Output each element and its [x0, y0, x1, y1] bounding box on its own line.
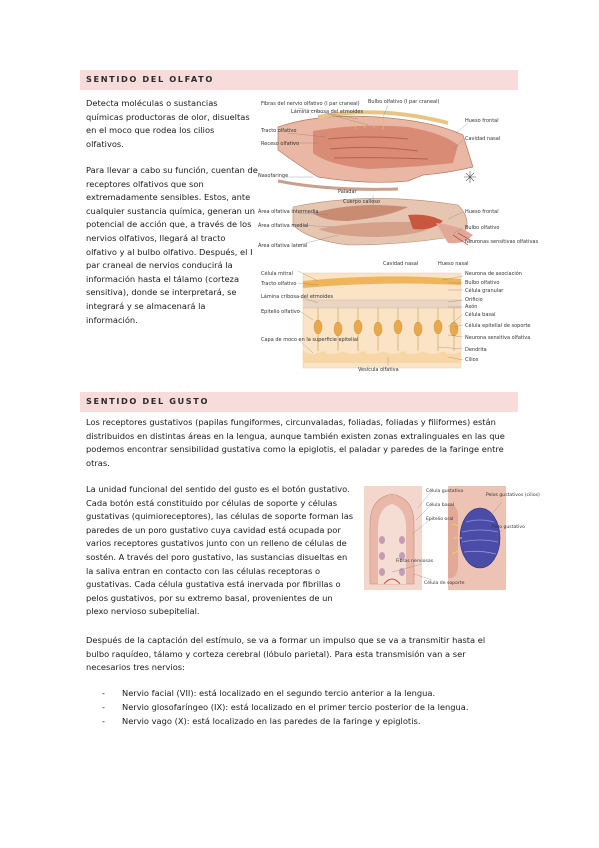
label-area-medial: Área olfativa medial	[258, 223, 309, 229]
section-header-gusto	[80, 392, 518, 412]
label-lamina-cribosa-2: Lámina cribosa del etmoides	[261, 294, 334, 300]
label-epitelio-olfativo: Epitelio olfativo	[261, 309, 300, 315]
label-cavidad-nasal: Cavidad nasal	[465, 136, 501, 142]
label-hueso-frontal: Hueso frontal	[465, 118, 499, 124]
gusto-paragraph-2: La unidad funcional del sentido del gusto es el botón gustativo. Cada botón está constituido por células de soporte y células gustativas (quimioreceptores), las células de soporte forman las paredes de un poro gustativo cuya cavidad está ocupada por varios receptores gustativos junto con un relleno de células de sostén. A través del poro gustativo, las sustancias disueltas en la saliva entran en contacto con las células receptoras o gustativas. Cada célula gustativa está inervada por fibrillas o pelos gustativos, por su extremo basal, provenientes de un plexo nervioso subepitelial.	[86, 484, 354, 617]
label-tracto-olfativo-2: Tracto olfativo	[261, 281, 297, 287]
label-area-intermedia: Área olfativa intermedia	[258, 209, 319, 215]
label-bulbo-olfativo-2: Bulbo olfativo	[465, 225, 500, 231]
nerves-list	[102, 686, 502, 729]
olfato-paragraph-2: Para llevar a cabo su función, cuentan de receptores olfativos que son extremadamente sensibles. Estos, ante cualquier sustancia química, generan un potencial de acción que, a través de los nervios olfativos, llegará al tracto olfativo y al bulbo olfativo. Después, el I par craneal de nervios conducirá la información hasta el tálamo (corteza sensitiva), donde se interpretará, se integrará y se almacenará la información.	[86, 165, 258, 325]
label-epitelio-oral: Epitelio oral	[426, 517, 454, 522]
label-cavidad-nasal-2: Cavidad nasal	[383, 261, 419, 267]
label-hueso-frontal-2: Hueso frontal	[465, 209, 499, 215]
section-header-olfato	[80, 70, 518, 90]
section-title-gusto: SENTIDO DEL GUSTO	[86, 396, 210, 406]
taste-bud-figure	[362, 484, 540, 594]
label-vesicula-olfativa: Vesícula olfativa	[358, 367, 399, 373]
olfato-paragraph-1: Detecta moléculas o sustancias químicas productoras de olor, disueltas en el moco que rodea los cilios olfativos.	[86, 98, 250, 149]
list-item-nervio-facial: - Nervio facial (VII): está localizado en el segundo tercio anterior a la lengua.	[102, 686, 502, 700]
label-cuerpo-calloso: Cuerpo calloso	[343, 199, 380, 205]
label-poro-gustativo: Poro gustativo	[492, 525, 525, 530]
label-neuronas-sensitivas: Neuronas sensitivas olfativas	[465, 239, 539, 245]
label-pelos-gustativos: Pelos gustativos (cilios)	[486, 493, 540, 498]
list-item-nervio-glosofaringeo: - Nervio glosofaríngeo (IX): está localizado en el primer tercio posterior de la lengua.	[102, 700, 502, 714]
list-item-nervio-vago: - Nervio vago (X): está localizado en las paredes de la faringe y epiglotis.	[102, 714, 502, 728]
label-lamina-cribosa: Lámina cribosa del etmoides	[291, 109, 364, 115]
label-celula-soporte-gusto: Célula de soporte	[424, 581, 465, 586]
label-receso-olfativo: Receso olfativo	[261, 141, 300, 147]
label-axon: Axón	[465, 304, 478, 310]
label-neurona-sensitiva: Neurona sensitiva olfativa	[465, 335, 531, 341]
label-celula-basal-gusto: Célula basal	[426, 503, 454, 508]
label-celula-gustativa: Célula gustativa	[426, 489, 464, 494]
label-cilios: Cilios	[465, 357, 479, 363]
label-dendrita: Dendrita	[465, 347, 487, 353]
label-neurona-asociacion: Neurona de asociación	[465, 271, 522, 277]
label-tracto-olfativo: Tracto olfativo	[261, 128, 297, 134]
olfactory-anatomy-figure	[258, 95, 539, 375]
label-nasofaringe: Nasofaringe	[258, 173, 289, 179]
label-bulbo-olfativo-top: Bulbo olfativo (I par craneal)	[368, 99, 440, 105]
label-capa-moco: Capa de moco en la superficie epitelial	[261, 337, 359, 343]
section-title-olfato: SENTIDO DEL OLFATO	[86, 74, 214, 84]
label-celula-mitral: Célula mitral	[261, 271, 293, 277]
label-bulbo-olfativo-3: Bulbo olfativo	[465, 280, 500, 286]
gusto-paragraph-1: Los receptores gustativos (papilas fungiformes, circunvaladas, foliadas, foliadas y filiformes) están distribuidos en distintas áreas en la lengua, aunque también existen zonas extralinguales en las que podemos encontrar sensibilidad gustativa como la epiglotis, el paladar y paredes de la faringe entre otras.	[86, 417, 505, 468]
label-paladar: Paladar	[338, 189, 357, 195]
gusto-paragraph-3: Después de la captación del estímulo, se va a formar un impulso que se va a transmitir hasta el bulbo raquídeo, tálamo y corteza cerebral (lóbulo parietal). Para esta transmisión van a ser necesarios tres nervios:	[86, 635, 486, 673]
label-area-lateral: Área olfativa lateral	[258, 243, 308, 249]
label-celula-granular: Célula granular	[465, 288, 504, 294]
label-fibras-nerviosas: Fibras nerviosas	[396, 559, 434, 564]
label-celula-soporte: Célula epitelial de soporte	[465, 323, 531, 329]
label-celula-basal: Célula basal	[465, 312, 496, 318]
label-orificio: Orificio	[465, 297, 483, 303]
label-hueso-nasal: Hueso nasal	[438, 261, 469, 267]
label-fibras-nervio-olfativo: Fibras del nervio olfativo (I par craneal)	[261, 101, 360, 107]
